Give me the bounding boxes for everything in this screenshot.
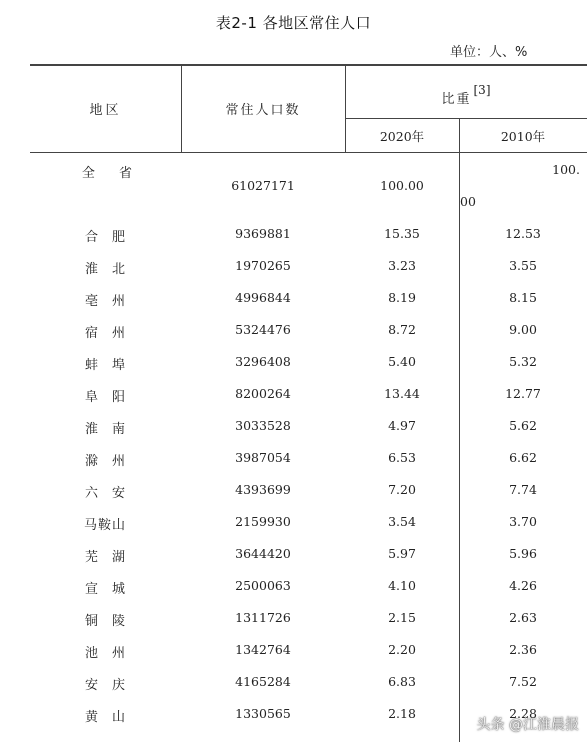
share-2020-cell: 4.10	[388, 578, 416, 593]
population-cell: 4165284	[235, 674, 291, 689]
share-2010-cell: 4.26	[509, 578, 537, 593]
watermark: 头条 @江淮晨报	[476, 717, 579, 733]
header-year-2020: 2020年	[379, 129, 425, 144]
share-2010-cell: 12.53	[505, 226, 541, 241]
share-2020-cell: 2.20	[388, 642, 416, 657]
share-2020-cell: 8.19	[388, 290, 416, 305]
region-cell: 阜阳	[84, 390, 139, 405]
share-2010-cell: 7.74	[509, 482, 537, 497]
province-share-2020: 100.00	[380, 178, 424, 193]
share-2010-cell: 6.62	[509, 450, 537, 465]
header-year-2010: 2010年	[500, 129, 546, 144]
population-cell: 5324476	[235, 322, 291, 337]
region-cell: 马鞍山	[83, 518, 126, 533]
share-2020-cell: 6.83	[388, 674, 416, 689]
province-share-2010-line1: 100.	[552, 162, 580, 177]
share-2010-cell: 12.77	[505, 386, 541, 401]
population-cell: 4996844	[235, 290, 291, 305]
share-2010-cell: 5.96	[509, 546, 537, 561]
population-cell: 3033528	[235, 418, 291, 433]
region-cell: 合肥	[84, 230, 139, 245]
region-cell: 芜湖	[84, 550, 139, 565]
share-2020-cell: 4.97	[388, 418, 416, 433]
share-2020-cell: 7.20	[388, 482, 416, 497]
population-cell: 2159930	[235, 514, 291, 529]
share-2010-cell: 5.32	[509, 354, 537, 369]
region-cell: 铜陵	[84, 614, 139, 629]
share-2010-cell: 2.28	[509, 706, 537, 721]
population-cell: 3644420	[235, 546, 291, 561]
header-bottom-rule	[30, 152, 587, 153]
table-title: 表2-1 各地区常住人口	[215, 14, 372, 32]
share-2010-cell: 2.63	[509, 610, 537, 625]
header-share-label: 比重	[441, 92, 472, 107]
share-2020-cell: 8.72	[388, 322, 416, 337]
region-cell: 亳州	[84, 294, 139, 309]
region-cell: 宿州	[84, 326, 139, 341]
share-2010-cell: 7.52	[509, 674, 537, 689]
province-region: 全 省	[81, 166, 143, 181]
share-2020-cell: 3.23	[388, 258, 416, 273]
region-cell: 宣城	[84, 582, 139, 597]
share-2010-cell: 3.55	[509, 258, 537, 273]
province-population: 61027171	[231, 178, 295, 193]
population-cell: 4393699	[235, 482, 291, 497]
header-region: 地区	[89, 103, 122, 118]
share-2020-cell: 3.54	[388, 514, 416, 529]
region-cell: 淮北	[84, 262, 139, 277]
table-top-rule	[30, 64, 587, 66]
region-cell: 蚌埠	[84, 358, 139, 373]
population-cell: 8200264	[235, 386, 291, 401]
region-cell: 淮南	[84, 422, 139, 437]
share-2010-cell: 5.62	[509, 418, 537, 433]
header-share	[345, 83, 587, 107]
region-cell: 六安	[84, 486, 139, 501]
region-cell: 黄山	[84, 710, 139, 725]
region-cell: 池州	[84, 646, 139, 661]
population-cell: 9369881	[235, 226, 291, 241]
province-share-2010-line2: 00	[460, 194, 476, 209]
population-cell: 3987054	[235, 450, 291, 465]
population-cell: 1342764	[235, 642, 291, 657]
header-population: 常住人口数	[225, 103, 301, 118]
share-2010-cell: 3.70	[509, 514, 537, 529]
share-subheader-rule	[345, 118, 587, 119]
population-cell: 3296408	[235, 354, 291, 369]
population-cell: 2500063	[235, 578, 291, 593]
share-2010-cell: 8.15	[509, 290, 537, 305]
share-2020-cell: 2.15	[388, 610, 416, 625]
footnote-marker: [3]	[473, 83, 491, 97]
population-cell: 1330565	[235, 706, 291, 721]
share-2020-cell: 13.44	[384, 386, 420, 401]
share-2010-cell: 2.36	[509, 642, 537, 657]
share-2020-cell: 5.40	[388, 354, 416, 369]
share-2020-cell: 2.18	[388, 706, 416, 721]
share-2020-cell: 6.53	[388, 450, 416, 465]
population-cell: 1970265	[235, 258, 291, 273]
share-2020-cell: 15.35	[384, 226, 420, 241]
region-cell: 滁州	[84, 454, 139, 469]
region-cell: 安庆	[84, 678, 139, 693]
unit-label: 单位：人、%	[450, 45, 528, 60]
population-cell: 1311726	[235, 610, 291, 625]
share-2010-cell: 9.00	[509, 322, 537, 337]
share-2020-cell: 5.97	[388, 546, 416, 561]
